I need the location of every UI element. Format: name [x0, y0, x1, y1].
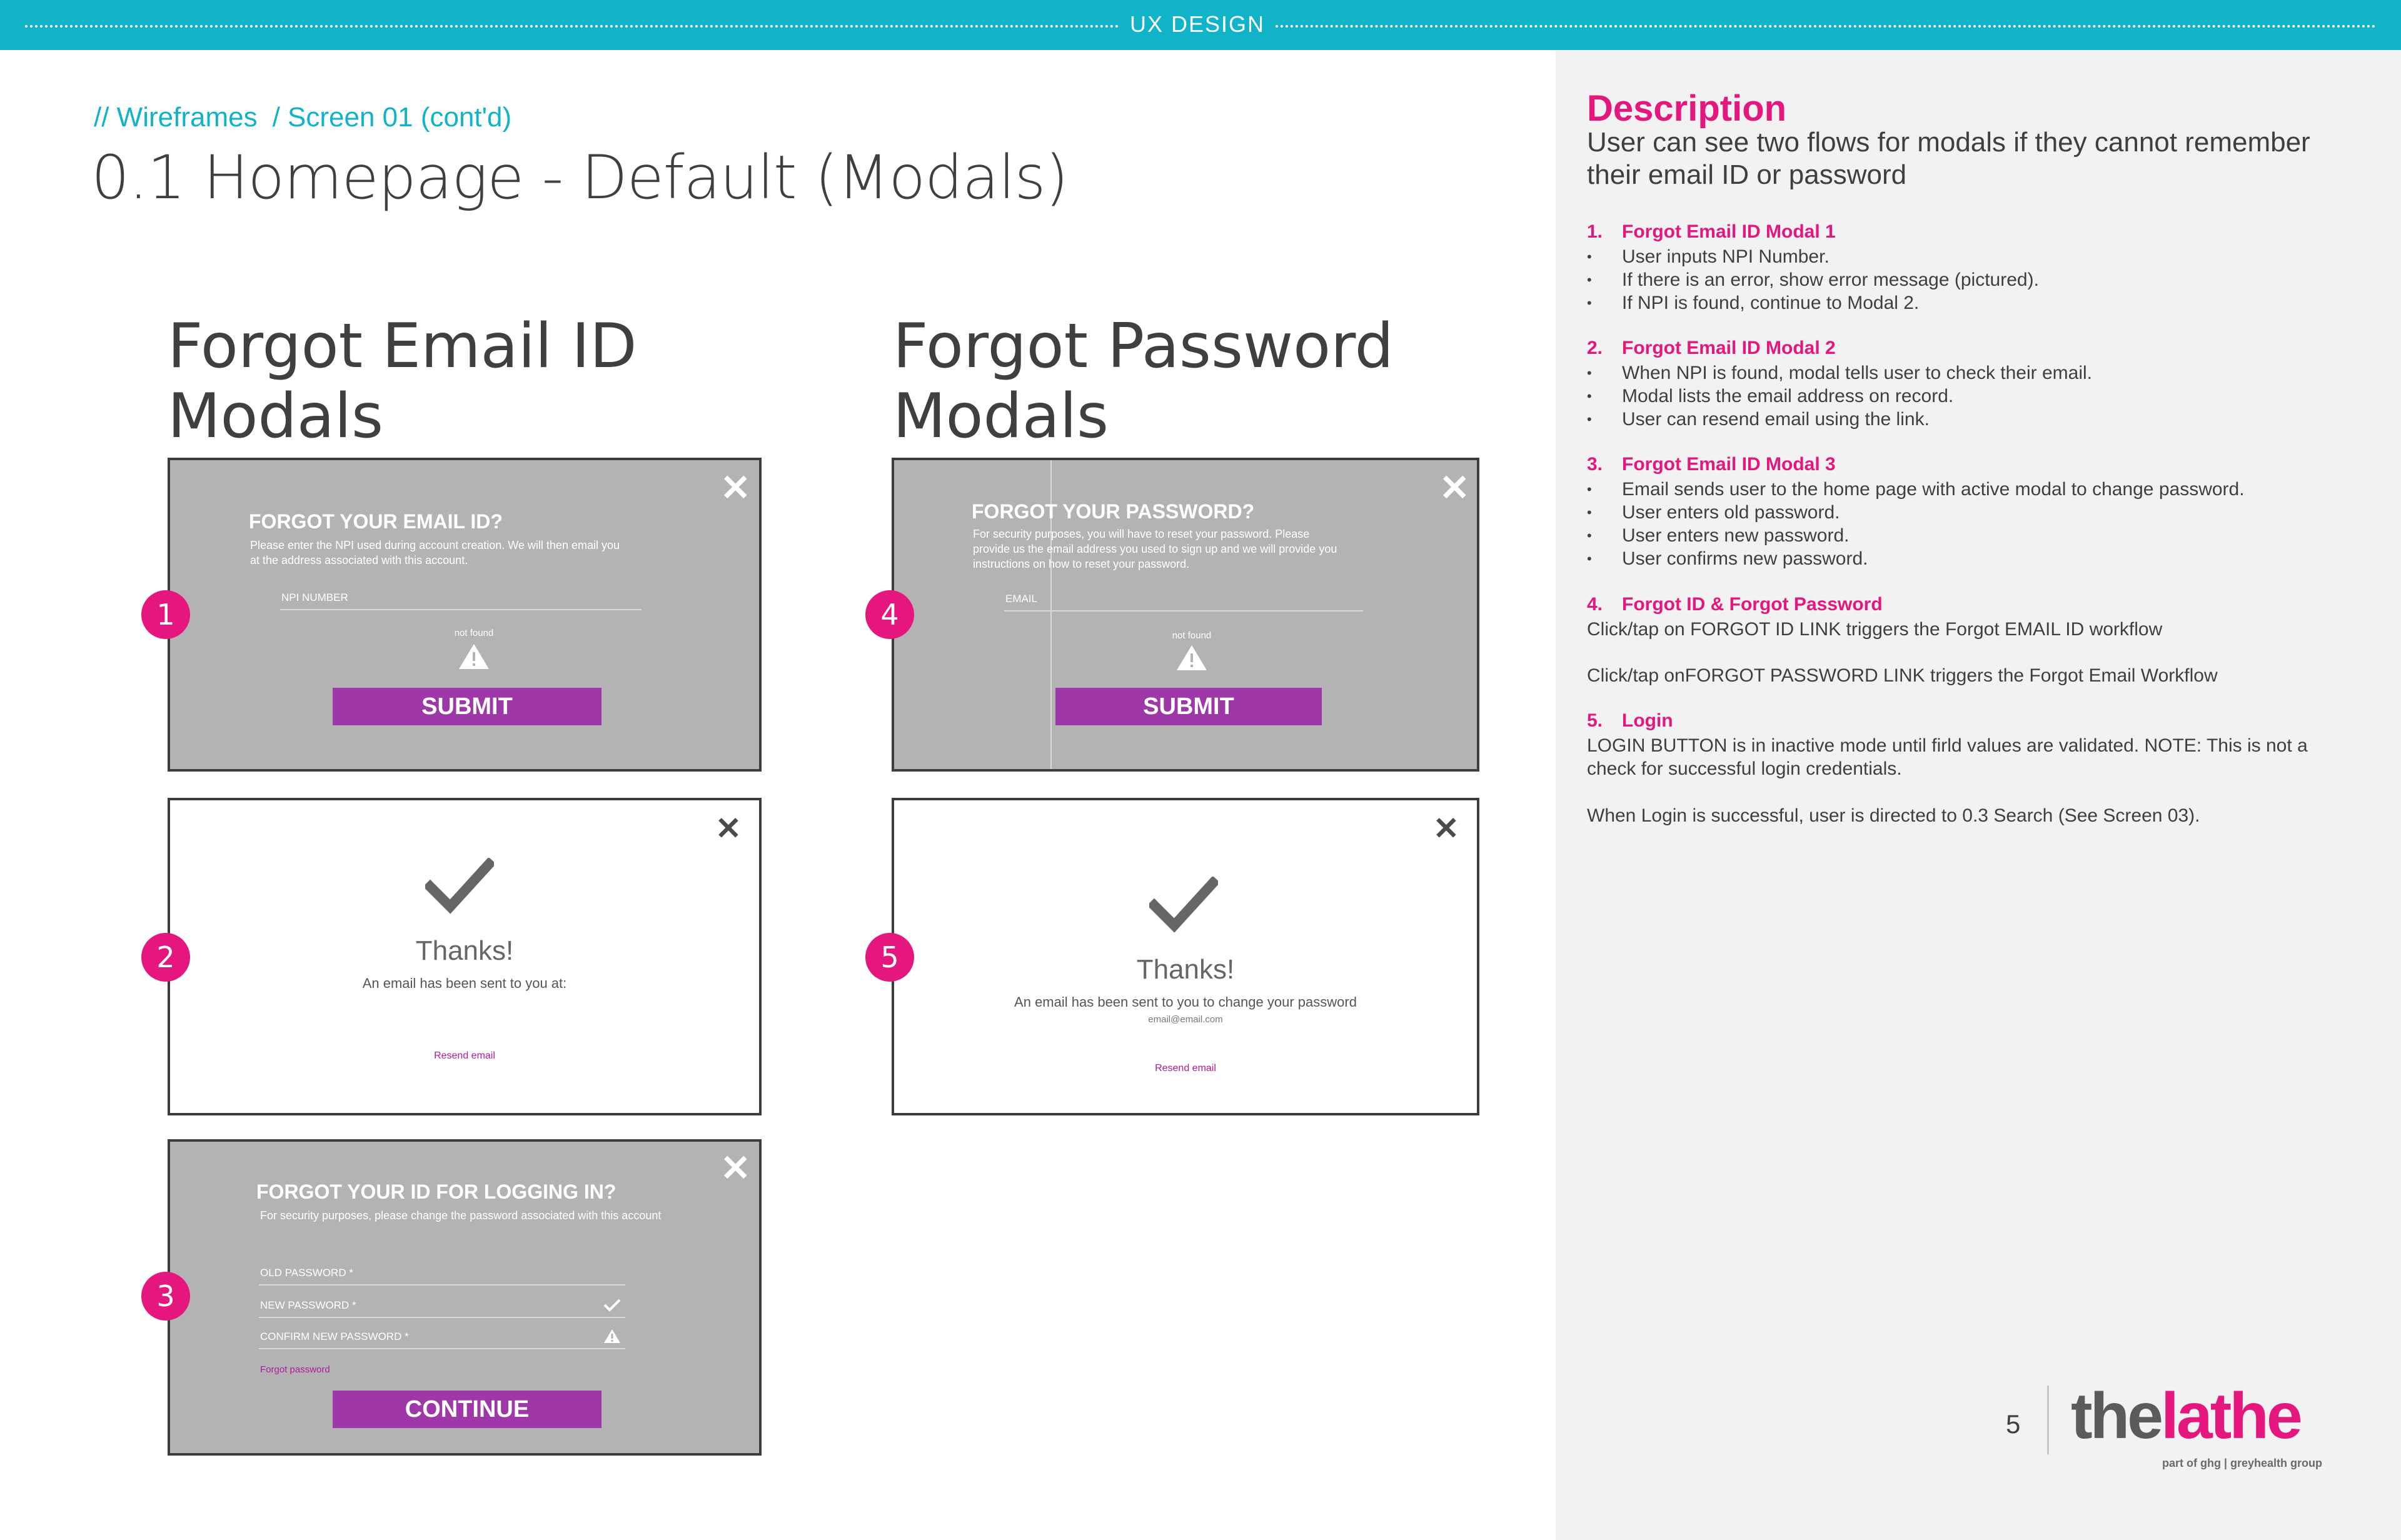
modal-instructions: Please enter the NPI used during account creation. We will then email you at the address associated with this account.	[250, 539, 620, 566]
continue-button[interactable]: CONTINUE	[333, 1391, 602, 1428]
section-4-title	[1587, 594, 1883, 615]
logo-lathe: lathe	[2161, 1380, 2300, 1452]
forgot-password-link[interactable]: Forgot password	[260, 1364, 330, 1375]
error-message: not found	[454, 628, 494, 638]
section-4-paragraph-2: Click/tap onFORGOT PASSWORD LINK triggers the Forgot Email Workflow	[1587, 665, 2218, 686]
new-password-input[interactable]	[259, 1317, 625, 1318]
list-item: • If there is an error, show error message (pictured).	[1587, 268, 2039, 291]
forgot-email-modal-3	[168, 1139, 762, 1456]
email-input[interactable]	[1004, 610, 1363, 611]
section-label: UX DESIGN	[1129, 11, 1266, 37]
section-2-label: Forgot Email ID Modal 2	[1622, 338, 1836, 358]
email-address: email@email.com	[1148, 1014, 1223, 1025]
forgot-email-modal-1	[168, 458, 762, 772]
section-3-title	[1587, 454, 1836, 475]
thanks-heading: Thanks!	[1136, 954, 1235, 985]
forgot-email-heading-line2: Modals	[168, 381, 384, 452]
new-password-label: NEW PASSWORD *	[260, 1299, 356, 1311]
close-icon[interactable]: ✕	[1439, 468, 1470, 508]
list-item: • User enters new password.	[1587, 524, 2245, 547]
section-3-bullets	[1587, 478, 2245, 570]
list-item: • User enters old password.	[1587, 501, 2245, 524]
old-password-label: OLD PASSWORD *	[260, 1267, 353, 1279]
section-4-number: 4.	[1587, 594, 1603, 615]
section-5-label: Login	[1622, 710, 1673, 731]
footer-divider	[2047, 1386, 2049, 1454]
logo-tagline: part of ghg | greyhealth group	[2162, 1457, 2322, 1469]
list-item: • When NPI is found, modal tells user to check their email.	[1587, 361, 2092, 385]
thelathe-logo	[2071, 1382, 2300, 1451]
section-1-number: 1.	[1587, 221, 1603, 242]
modal-heading: FORGOT YOUR PASSWORD?	[972, 500, 1255, 523]
badge-1: 1	[141, 590, 190, 639]
sent-message: An email has been sent to you to change your password	[1014, 994, 1357, 1010]
modal-heading: FORGOT YOUR EMAIL ID?	[249, 510, 503, 533]
list-item: • User inputs NPI Number.	[1587, 245, 2039, 268]
checkmark-icon	[425, 858, 494, 914]
forgot-password-heading-line2: Modals	[893, 381, 1109, 452]
section-5-paragraph-2: When Login is successful, user is directed to 0.3 Search (See Screen 03).	[1587, 805, 2200, 826]
section-5-number: 5.	[1587, 710, 1603, 731]
warning-icon	[1175, 644, 1208, 672]
section-2-bullets	[1587, 361, 2092, 431]
forgot-email-heading	[168, 311, 637, 451]
forgot-password-heading	[893, 311, 1394, 451]
list-item: • User confirms new password.	[1587, 547, 2245, 570]
list-item: • Email sends user to the home page with active modal to change password.	[1587, 478, 2245, 501]
breadcrumb-wireframes: // Wireframes	[94, 102, 258, 133]
sent-message: An email has been sent to you at:	[362, 975, 567, 991]
badge-4: 4	[865, 590, 914, 639]
section-5-title	[1587, 710, 1673, 732]
resend-email-link[interactable]: Resend email	[1155, 1063, 1216, 1074]
section-4-label: Forgot ID & Forgot Password	[1622, 594, 1883, 615]
top-banner	[0, 0, 2401, 50]
warning-icon	[458, 643, 490, 670]
section-5-paragraph-1: LOGIN BUTTON is in inactive mode until firld values are validated. NOTE: This is not a check for successful login credentials.	[1587, 735, 2308, 779]
breadcrumb	[94, 102, 526, 133]
list-item: • If NPI is found, continue to Modal 2.	[1587, 291, 2039, 315]
section-3-number: 3.	[1587, 454, 1603, 475]
confirm-password-input[interactable]	[259, 1348, 625, 1349]
description-title: Description	[1587, 88, 1787, 129]
thanks-heading: Thanks!	[415, 935, 514, 966]
modal-instructions: For security purposes, you will have to reset your password. Please provide us the email address you used to sign up and we will provide you instructions on how to reset your password.	[973, 528, 1337, 570]
valid-check-icon	[603, 1297, 622, 1313]
submit-button[interactable]: SUBMIT	[333, 688, 602, 725]
modal-instructions: For security purposes, please change the password associated with this account	[260, 1209, 662, 1222]
close-icon[interactable]: ✕	[1433, 811, 1459, 846]
close-icon[interactable]: ✕	[715, 811, 742, 846]
section-1-title	[1587, 221, 1836, 243]
forgot-password-thanks-modal	[892, 798, 1479, 1115]
old-password-input[interactable]	[259, 1284, 625, 1286]
section-1-bullets	[1587, 245, 2039, 315]
section-2-number: 2.	[1587, 338, 1603, 358]
dotted-rule-left	[25, 25, 1119, 28]
page-title: 0.1 Homepage - Default (Modals)	[91, 143, 1068, 213]
error-message: not found	[1172, 630, 1212, 641]
section-3-label: Forgot Email ID Modal 3	[1622, 454, 1836, 475]
dotted-rule-right	[1276, 25, 2376, 28]
warning-icon	[603, 1328, 622, 1344]
npi-number-label: NPI NUMBER	[281, 591, 348, 603]
submit-button[interactable]: SUBMIT	[1055, 688, 1322, 725]
badge-5: 5	[865, 933, 914, 982]
list-item: • User can resend email using the link.	[1587, 408, 2092, 431]
resend-email-link[interactable]: Resend email	[434, 1050, 495, 1061]
section-2-title	[1587, 338, 1836, 359]
close-icon[interactable]: ✕	[720, 1148, 751, 1189]
breadcrumb-screen: / Screen 01 (cont'd)	[272, 102, 512, 133]
close-icon[interactable]: ✕	[720, 468, 751, 508]
forgot-password-heading-line1: Forgot Password	[893, 311, 1394, 382]
section-1-label: Forgot Email ID Modal 1	[1622, 221, 1836, 242]
checkmark-icon	[1149, 877, 1218, 933]
list-item: • Modal lists the email address on record.	[1587, 385, 2092, 408]
badge-2: 2	[141, 933, 190, 982]
logo-the: the	[2071, 1380, 2161, 1452]
npi-number-input[interactable]	[280, 609, 642, 610]
forgot-email-heading-line1: Forgot Email ID	[168, 311, 637, 382]
page-number: 5	[2006, 1409, 2021, 1439]
email-label: EMAIL	[1005, 593, 1038, 605]
confirm-password-label: CONFIRM NEW PASSWORD *	[260, 1331, 409, 1342]
forgot-password-modal	[892, 458, 1479, 772]
description-intro: User can see two flows for modals if they cannot remember their email ID or password	[1587, 127, 2310, 190]
modal-heading: FORGOT YOUR ID FOR LOGGING IN?	[256, 1180, 617, 1203]
section-4-paragraph-1: Click/tap on FORGOT ID LINK triggers the Forgot EMAIL ID workflow	[1587, 619, 2163, 640]
forgot-email-modal-2	[168, 798, 762, 1115]
badge-3: 3	[141, 1272, 190, 1321]
